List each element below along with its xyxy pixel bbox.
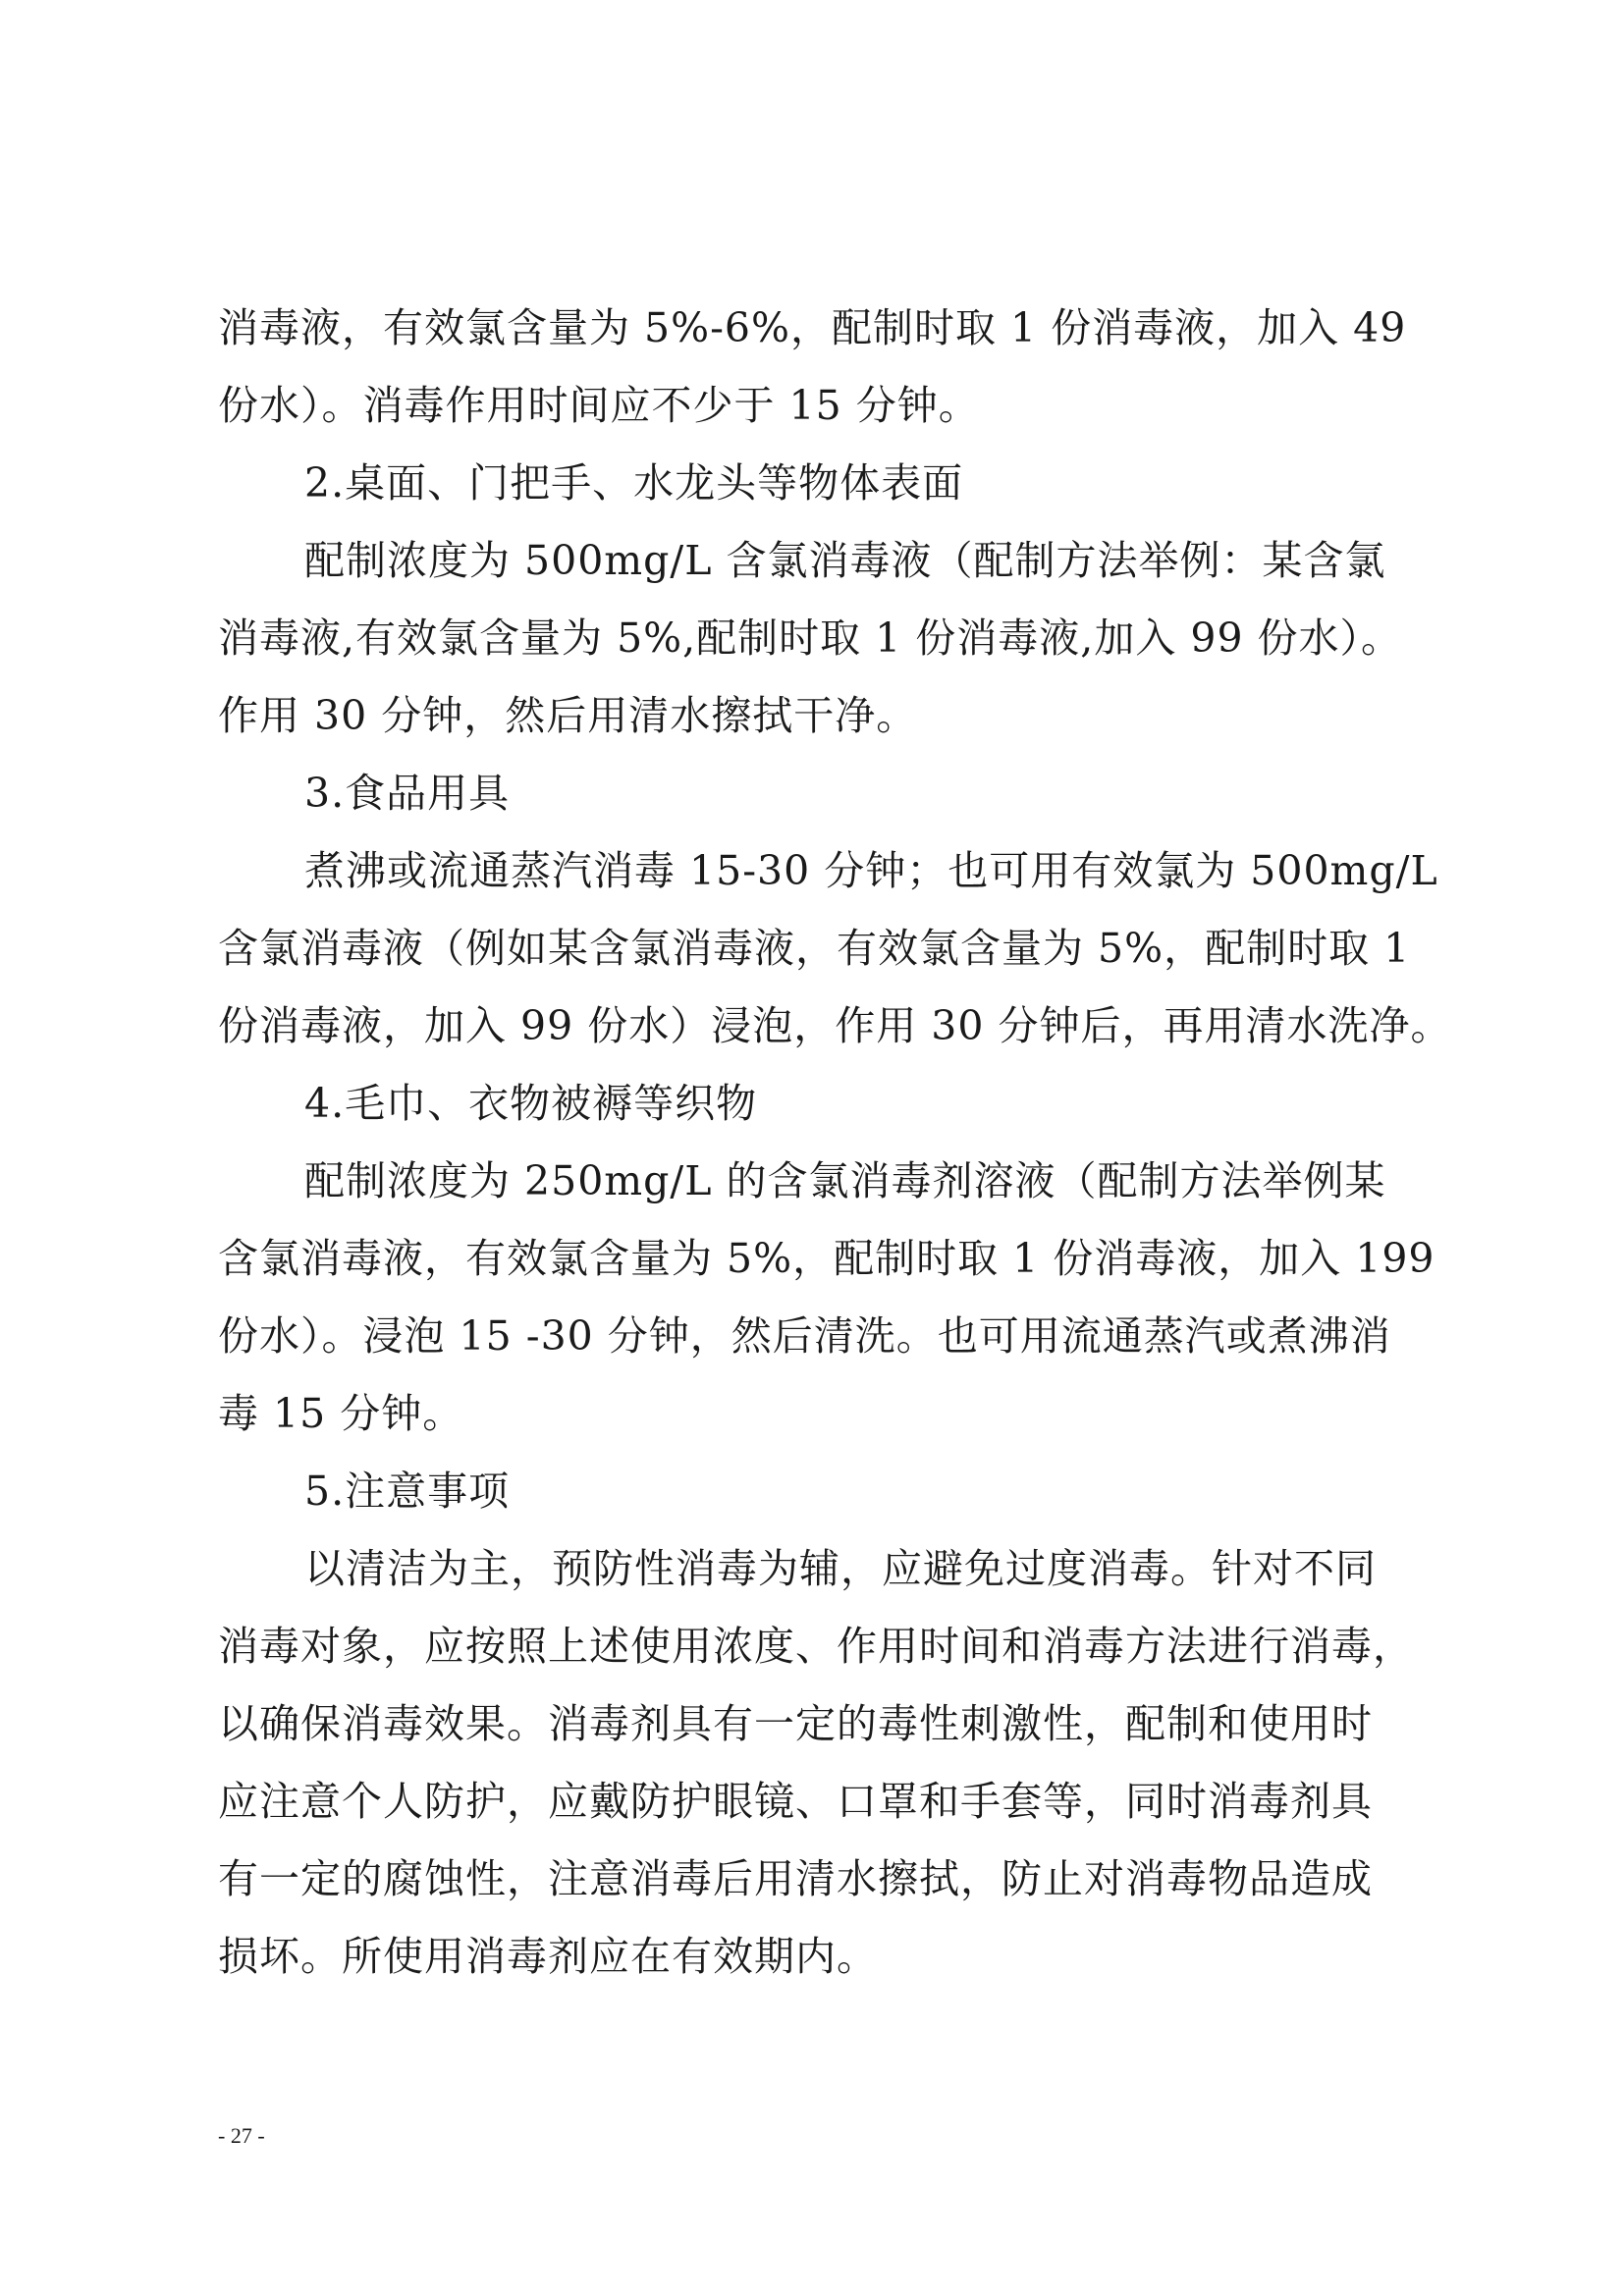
text-line: 煮沸或流通蒸汽消毒 15-30 分钟；也可用有效氯为 500mg/L bbox=[304, 847, 1438, 894]
text-line: 含氯消毒液（例如某含氯消毒液，有效氯含量为 5%，配制时取 1 bbox=[218, 925, 1411, 972]
text-line: 毒 15 分钟。 bbox=[218, 1390, 464, 1437]
text-line: 以确保消毒效果。消毒剂具有一定的毒性刺激性，配制和使用时 bbox=[218, 1700, 1373, 1747]
text-line: 应注意个人防护，应戴防护眼镜、口罩和手套等，同时消毒剂具 bbox=[218, 1778, 1373, 1825]
text-line: 有一定的腐蚀性，注意消毒后用清水擦拭，防止对消毒物品造成 bbox=[218, 1855, 1373, 1902]
text-line: 消毒对象，应按照上述使用浓度、作用时间和消毒方法进行消毒， bbox=[218, 1623, 1414, 1670]
text-line: 含氯消毒液，有效氯含量为 5%，配制时取 1 份消毒液，加入 199 bbox=[218, 1235, 1435, 1282]
text-line: 消毒液，有效氯含量为 5%-6%，配制时取 1 份消毒液，加入 49 bbox=[218, 304, 1407, 351]
text-line: 消毒液,有效氯含量为 5%,配制时取 1 份消毒液,加入 99 份水）。 bbox=[218, 614, 1403, 662]
section-heading: 3.食品用具 bbox=[304, 770, 511, 817]
text-line: 损坏。所使用消毒剂应在有效期内。 bbox=[218, 1933, 878, 1980]
page-number: - 27 - bbox=[218, 2123, 265, 2148]
section-heading: 2.桌面、门把手、水龙头等物体表面 bbox=[304, 459, 964, 507]
text-line: 配制浓度为 250mg/L 的含氯消毒剂溶液（配制方法举例某 bbox=[304, 1157, 1386, 1204]
text-line: 配制浓度为 500mg/L 含氯消毒液（配制方法举例：某含氯 bbox=[304, 537, 1386, 584]
body-text bbox=[218, 290, 1452, 1996]
text-line: 份水）。浸泡 15 -30 分钟，然后清洗。也可用流通蒸汽或煮沸消 bbox=[218, 1312, 1391, 1360]
section-heading: 4.毛巾、衣物被褥等织物 bbox=[304, 1080, 758, 1127]
text-line: 以清洁为主，预防性消毒为辅，应避免过度消毒。针对不同 bbox=[304, 1545, 1377, 1592]
section-heading: 5.注意事项 bbox=[304, 1468, 511, 1515]
text-line: 作用 30 分钟，然后用清水擦拭干净。 bbox=[218, 692, 918, 739]
text-line: 份水）。消毒作用时间应不少于 15 分钟。 bbox=[218, 382, 980, 429]
text-line: 份消毒液，加入 99 份水）浸泡，作用 30 分钟后，再用清水洗净。 bbox=[218, 1002, 1452, 1049]
